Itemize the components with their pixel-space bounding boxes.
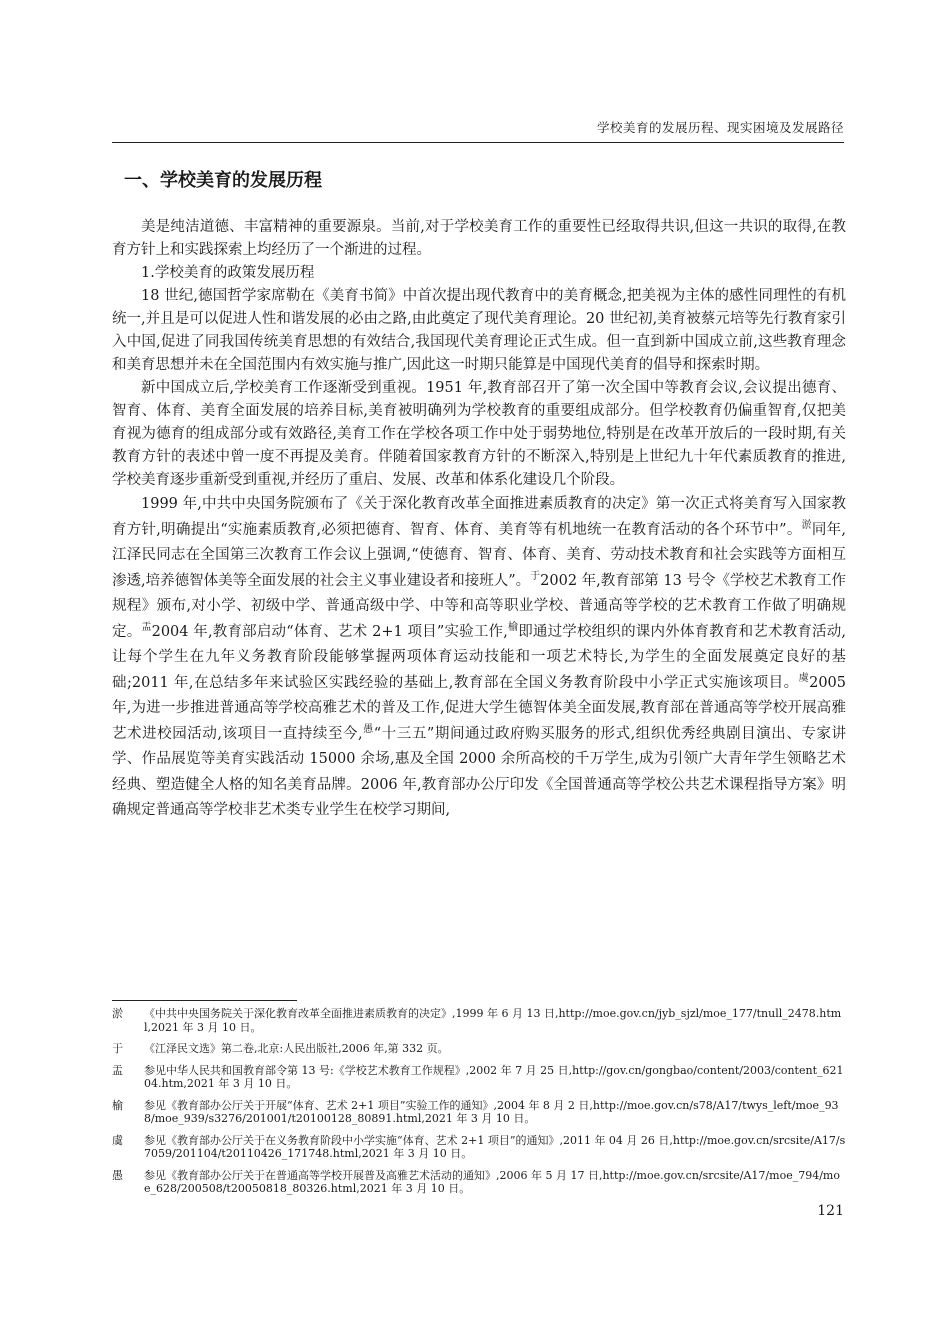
- intro-paragraph: 美是纯洁道德、丰富精神的重要源泉。当前,对于学校美育工作的重要性已经取得共识,但这一共识的取得,在教育方针上和实践探索上均经历了一个渐进的过程。: [112, 219, 846, 258]
- subheading: 1.学校美育的政策发展历程: [141, 265, 315, 281]
- footnote-item: [112, 1134, 846, 1161]
- footnote-text: 《中共中央国务院关于深化教育改革全面推进素质教育的决定》,1999 年 6 月 13 日,http://moe.gov.cn/jyb_sjzl/moe_177/tnull_2478.html,2021 年 3 月 10 日。: [144, 1007, 842, 1034]
- footnote-item: [112, 1007, 846, 1034]
- footnote-text: 《江泽民文选》第二卷,北京:人民出版社,2006 年,第 332 页。: [144, 1042, 449, 1055]
- footnote-ref[interactable]: 于: [530, 570, 541, 582]
- footnote-rule: [112, 1000, 297, 1001]
- footnote-mark: 虞: [112, 1133, 123, 1147]
- footnote-ref[interactable]: 盂: [141, 621, 152, 633]
- p3-sentence: 2005 年,为进一步推进普通高等学校高雅艺术的普及工作,促进大学生德智体美全面发展,教育部在普通高等学校开展高雅艺术进校园活动,该项目一直持续至今,: [112, 674, 846, 742]
- footnote-mark: 榆: [112, 1098, 123, 1112]
- page-number: 121: [817, 1203, 844, 1219]
- footnote-mark: 愚: [112, 1168, 123, 1182]
- paragraph-1: 18 世纪,德国哲学家席勒在《美育书简》中首次提出现代教育中的美育概念,把美视为主体的感性同理性的有机统一,并且是可以促进人性和谐发展的必由之路,由此奠定了现代美育理论。20 世纪初,美育被蔡元培等先行教育家引入中国,促进了同我国传统美育思想的有效结合,我国现代美育理论正式生成。但一直到新中国成立前,这些教育理念和美育思想并未在全国范围内有效实施与推广,因此这一时期只能算是中国现代美育的倡导和探索时期。: [112, 288, 846, 373]
- footnote-item: [112, 1169, 846, 1196]
- footnote-mark: 于: [112, 1042, 123, 1055]
- footnote-item: [112, 1064, 846, 1091]
- footnote-item: [112, 1099, 846, 1126]
- footnote-text: 参见《教育部办公厅关于在普通高等学校开展普及高雅艺术活动的通知》,2006 年 5 月 17 日,http://moe.gov.cn/srcsite/A17/moe_794/moe_628/200508/t20050818_80326.html,2021 年 3 月 10 日。: [144, 1168, 840, 1195]
- running-head: 学校美育的发展历程、现实困境及发展路径: [596, 120, 844, 135]
- footnotes: [112, 1007, 846, 1204]
- footnote-ref[interactable]: 淤: [801, 519, 812, 531]
- p3-sentence: “十三五”期间通过政府购买服务的形式,组织优秀经典剧目演出、专家讲学、作品展览等美育实践活动 15000 余场,惠及全国 2000 余所高校的千万学生,成为引领广大青年学生领略艺术经典、塑造健全人格的知名美育品牌。2006 年,教育部办公厅印发《全国普通高等学校公共艺术课程指导方案》明确规定普通高等学校非艺术类专业学生在校学习期间,: [112, 725, 847, 818]
- footnote-text: 参见《教育部办公厅关于开展“体育、艺术 2+1 项目”实验工作的通知》,2004 年 8 月 2 日,http://moe.gov.cn/s78/A17/twys_left/moe_938/moe_939/s3276/201001/t20100128_80891.html,2021 年 3 月 10 日。: [144, 1098, 839, 1125]
- footnote-ref[interactable]: 愚: [362, 723, 374, 735]
- paragraph-2: 新中国成立后,学校美育工作逐渐受到重视。1951 年,教育部召开了第一次全国中等教育会议,会议提出德育、智育、体育、美育全面发展的培养目标,美育被明确列为学校教育的重要组成部分。但学校教育仍偏重智育,仅把美育视为德育的组成部分或有效路径,美育工作在学校各项工作中处于弱势地位,特别是在改革开放后的一段时期,有关教育方针的表述中曾一度不再提及美育。伴随着国家教育方针的不断深入,特别是上世纪九十年代素质教育的推进,学校美育逐步重新受到重视,并经历了重启、发展、改革和体系化建设几个阶段。: [112, 380, 846, 488]
- p3-sentence: 同年,江泽民同志在全国第三次教育工作会议上强调,“使德育、智育、体育、美育、劳动技术教育和社会实践等方面相互渗透,培养德智体美等全面发展的社会主义事业建设者和接班人”。: [112, 521, 847, 589]
- footnote-ref[interactable]: 虞: [798, 672, 810, 684]
- paragraph-3: [112, 492, 846, 824]
- p3-sentence: 2004 年,教育部启动“体育、艺术 2+1 项目”实验工作,: [151, 623, 508, 640]
- footnote-item: [112, 1042, 846, 1056]
- footnote-text: 参见中华人民共和国教育部令第 13 号:《学校艺术教育工作规程》,2002 年 7 月 25 日,http://gov.cn/gongbao/content/2003/content_62104.htm,2021 年 3 月 10 日。: [144, 1063, 844, 1090]
- footnote-ref[interactable]: 榆: [507, 621, 519, 633]
- header-rule: [112, 142, 844, 143]
- p3-sentence: 即通过学校组织的课内外体育教育和艺术教育活动,让每个学生在九年义务教育阶段能够掌握两项体育运动技能和一项艺术特长,为学生的全面发展奠定良好的基础;2011 年,在总结多年来试验区实践经验的基础上,教育部在全国义务教育阶段中小学正式实施该项目。: [112, 623, 847, 691]
- article-body: [112, 168, 846, 824]
- p3-sentence: 1999 年,中共中央国务院颁布了《关于深化教育改革全面推进素质教育的决定》第一次正式将美育写入国家教育方针,明确提出“实施素质教育,必须把德育、智育、体育、美育等有机地统一在教育活动的各个环节中”。: [112, 496, 846, 538]
- footnote-mark: 淤: [112, 1007, 123, 1020]
- footnote-text: 参见《教育部办公厅关于在义务教育阶段中小学实施“体育、艺术 2+1 项目”的通知》,2011 年 04 月 26 日,http://moe.gov.cn/srcsite/A17/s7059/201104/t20110426_171748.html,2021 年 3 月 10 日。: [144, 1133, 846, 1160]
- section-title: 一、学校美育的发展历程: [124, 170, 322, 191]
- p3-sentence: 2002 年,教育部第 13 号令《学校艺术教育工作规程》颁布,对小学、初级中学、普通高级中学、中等和高等职业学校、普通高等学校的艺术教育工作做了明确规定。: [112, 572, 846, 640]
- footnote-mark: 盂: [112, 1063, 123, 1077]
